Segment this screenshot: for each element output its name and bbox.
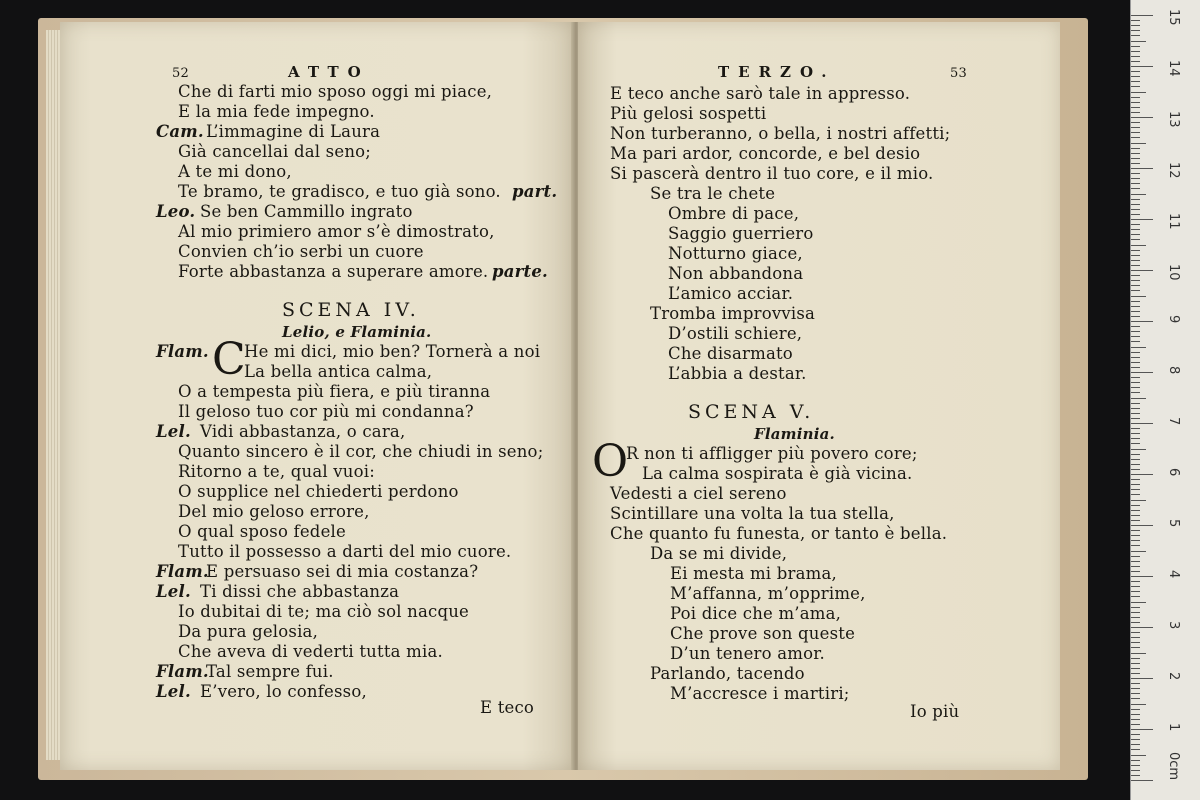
ruler-tick — [1131, 112, 1140, 113]
ruler-tick — [1131, 627, 1153, 628]
ruler-tick — [1131, 724, 1140, 725]
verse-line: D’un tenero amor. — [670, 644, 825, 663]
ruler-tick — [1131, 183, 1140, 184]
ruler-tick — [1131, 41, 1146, 42]
ruler-tick — [1131, 642, 1140, 643]
verse-line: Che aveva di vederti tutta mia. — [178, 642, 443, 661]
ruler-tick — [1131, 739, 1140, 740]
speaker-label: Cam. — [156, 122, 204, 141]
ruler-tick — [1131, 474, 1153, 475]
scene-title: SCENA IV. — [282, 299, 420, 321]
ruler-tick — [1131, 132, 1140, 133]
verse-line: Ombre di pace, — [668, 204, 800, 223]
verse-line: Da pura gelosia, — [178, 622, 319, 641]
ruler-tick — [1131, 219, 1153, 220]
ruler-tick — [1131, 280, 1140, 281]
verse-line: Più gelosi sospetti — [610, 104, 767, 123]
ruler-tick — [1131, 683, 1140, 684]
ruler-tick — [1131, 301, 1140, 302]
verse-line: Da se mi divide, — [650, 544, 788, 563]
verse-line: Che quanto fu funesta, or tanto è bella. — [610, 524, 948, 543]
verse-line: Ma pari ardor, concorde, e bel desio — [610, 144, 921, 163]
ruler-number: 4 — [1166, 570, 1181, 579]
ruler-number: 11 — [1166, 213, 1181, 230]
ruler-tick — [1131, 678, 1153, 679]
ruler-tick — [1131, 454, 1140, 455]
ruler-tick — [1131, 749, 1140, 750]
ruler-tick — [1131, 35, 1140, 36]
drop-cap: C — [212, 334, 246, 385]
ruler-tick — [1131, 143, 1146, 144]
ruler-tick — [1131, 780, 1153, 781]
ruler-tick — [1131, 270, 1153, 271]
verse-line: L’immagine di Laura — [206, 122, 381, 141]
ruler-tick — [1131, 173, 1140, 174]
catchword: Io più — [910, 702, 960, 721]
ruler-number: 13 — [1166, 111, 1181, 128]
ruler-tick — [1131, 168, 1153, 169]
ruler-tick — [1131, 714, 1140, 715]
verse-line: Tromba improvvisa — [650, 304, 816, 323]
ruler-number: 12 — [1166, 162, 1181, 179]
verse-line: Vidi abbastanza, o cara, — [200, 422, 406, 441]
ruler-tick — [1131, 66, 1153, 67]
verse-line: Tutto il possesso a darti del mio cuore. — [178, 542, 512, 561]
ruler-tick — [1131, 668, 1140, 669]
ruler-tick — [1131, 51, 1140, 52]
verse-line: O supplice nel chiederti perdono — [178, 482, 459, 501]
ruler-tick — [1131, 296, 1146, 297]
ruler-tick — [1131, 403, 1140, 404]
ruler-tick — [1131, 596, 1140, 597]
ruler-tick — [1131, 479, 1140, 480]
ruler-tick — [1131, 336, 1140, 337]
ruler-tick — [1131, 387, 1140, 388]
verse-line: Che prove son queste — [670, 624, 856, 643]
ruler-tick — [1131, 326, 1140, 327]
ruler-tick — [1131, 658, 1140, 659]
ruler-tick — [1131, 663, 1140, 664]
ruler-tick — [1131, 433, 1140, 434]
ruler-tick — [1131, 158, 1140, 159]
verse-line: Convien ch’io serbi un cuore — [178, 242, 424, 261]
verse-line: Se tra le chete — [650, 184, 776, 203]
ruler-tick — [1131, 372, 1153, 373]
ruler-tick — [1131, 127, 1140, 128]
verse-line: M’affanna, m’opprime, — [670, 584, 866, 603]
ruler-tick — [1131, 428, 1140, 429]
ruler-tick — [1131, 540, 1140, 541]
ruler-tick — [1131, 255, 1140, 256]
speaker-label: Leo. — [156, 202, 196, 221]
verse-line: A te mi dono, — [178, 162, 292, 181]
ruler-tick — [1131, 362, 1140, 363]
ruler-tick — [1131, 617, 1140, 618]
ruler-tick — [1131, 693, 1140, 694]
verse-line: Notturno giace, — [668, 244, 803, 263]
ruler-tick — [1131, 30, 1140, 31]
ruler-tick — [1131, 194, 1146, 195]
ruler-tick — [1131, 56, 1140, 57]
verse-line: Non abbandona — [668, 264, 804, 283]
ruler-tick — [1131, 775, 1140, 776]
ruler-tick — [1131, 20, 1140, 21]
ruler-tick — [1131, 765, 1140, 766]
ruler-tick — [1131, 285, 1140, 286]
ruler-tick — [1131, 234, 1140, 235]
ruler-tick — [1131, 571, 1140, 572]
ruler-tick — [1131, 545, 1140, 546]
ruler-tick — [1131, 148, 1140, 149]
ruler-number: 9 — [1166, 315, 1181, 324]
ruler-tick — [1131, 505, 1140, 506]
speaker-label: Lel. — [156, 422, 191, 441]
ruler-tick — [1131, 443, 1140, 444]
verse-line: Al mio primiero amor s’è dimostrato, — [178, 222, 495, 241]
verse-line: Tal sempre fui. — [206, 662, 334, 681]
ruler-tick — [1131, 576, 1153, 577]
ruler-tick — [1131, 290, 1140, 291]
ruler-tick — [1131, 581, 1140, 582]
ruler-tick — [1131, 102, 1140, 103]
ruler-tick — [1131, 199, 1140, 200]
ruler-tick — [1131, 423, 1153, 424]
verse-line: E persuaso sei di mia costanza? — [206, 562, 479, 581]
verse-line: Forte abbastanza a superare amore. — [178, 262, 489, 281]
ruler-tick — [1131, 561, 1140, 562]
verse-line: E la mia fede impegno. — [178, 102, 375, 121]
ruler-tick — [1131, 709, 1140, 710]
verse-line: Io dubitai di te; ma ciò sol nacque — [178, 602, 470, 621]
ruler-tick — [1131, 734, 1140, 735]
ruler-tick — [1131, 408, 1140, 409]
ruler-tick — [1131, 464, 1140, 465]
ruler-tick — [1131, 744, 1140, 745]
ruler-tick — [1131, 653, 1146, 654]
ruler-tick — [1131, 770, 1140, 771]
verse-line: M’accresce i martiri; — [670, 684, 850, 703]
ruler-tick — [1131, 321, 1153, 322]
ruler-tick — [1131, 352, 1140, 353]
ruler-tick — [1131, 591, 1140, 592]
verse-line: O a tempesta più fiera, e più tiranna — [178, 382, 491, 401]
ruler-tick — [1131, 92, 1146, 93]
ruler-tick — [1131, 15, 1153, 16]
verse-line: Te bramo, te gradisco, e tuo già sono. — [178, 182, 501, 201]
ruler-tick — [1131, 153, 1140, 154]
ruler-tick — [1131, 484, 1140, 485]
ruler-tick — [1131, 382, 1140, 383]
verse-line: He mi dici, mio ben? Tornerà a noi — [244, 342, 541, 361]
ruler-tick — [1131, 637, 1140, 638]
ruler-tick — [1131, 535, 1140, 536]
ruler-tick — [1131, 81, 1140, 82]
ruler-tick — [1131, 392, 1140, 393]
ruler-tick — [1131, 602, 1146, 603]
stage-direction: part. — [512, 182, 558, 201]
ruler-tick — [1131, 229, 1140, 230]
ruler-tick — [1131, 224, 1140, 225]
ruler-tick — [1131, 265, 1140, 266]
scene-characters: Lelio, e Flaminia. — [282, 323, 432, 341]
verse-line: Scintillare una volta la tua stella, — [610, 504, 895, 523]
ruler-tick — [1131, 525, 1153, 526]
ruler-tick — [1131, 316, 1140, 317]
ruler-tick — [1131, 729, 1153, 730]
ruler-tick — [1131, 178, 1140, 179]
ruler-number: 5 — [1166, 519, 1181, 528]
ruler-tick — [1131, 469, 1140, 470]
verse-line: Vedesti a ciel sereno — [610, 484, 787, 503]
ruler-tick — [1131, 586, 1140, 587]
ruler-tick — [1131, 489, 1140, 490]
ruler-tick — [1131, 137, 1140, 138]
ruler-tick — [1131, 647, 1140, 648]
ruler-tick — [1131, 698, 1140, 699]
verse-line: Non turberanno, o bella, i nostri affetti; — [610, 124, 951, 143]
ruler-tick — [1131, 25, 1140, 26]
verse-line: Poi dice che m’ama, — [670, 604, 842, 623]
ruler-tick — [1131, 459, 1140, 460]
verse-line: E’vero, lo confesso, — [200, 682, 367, 701]
ruler-tick — [1131, 260, 1140, 261]
ruler-tick — [1131, 632, 1140, 633]
ruler-tick — [1131, 530, 1140, 531]
ruler-tick — [1131, 245, 1146, 246]
stage-direction: parte. — [492, 262, 548, 281]
ruler-tick — [1131, 418, 1140, 419]
ruler-tick — [1131, 306, 1140, 307]
verse-line: Se ben Cammillo ingrato — [200, 202, 413, 221]
ruler-tick — [1131, 76, 1140, 77]
verse-line: Già cancellai dal seno; — [178, 142, 372, 161]
ruler-tick — [1131, 449, 1146, 450]
ruler-number: 3 — [1166, 621, 1181, 630]
page-number: 53 — [950, 66, 967, 81]
ruler-tick — [1131, 188, 1140, 189]
verse-line: Ei mesta mi brama, — [670, 564, 837, 583]
ruler-tick — [1131, 117, 1153, 118]
verse-line: Ritorno a te, qual vuoi: — [178, 462, 375, 481]
ruler-tick — [1131, 719, 1140, 720]
ruler-tick — [1131, 204, 1140, 205]
speaker-label: Flam. — [156, 662, 209, 681]
verse-line: Il geloso tuo cor più mi condanna? — [178, 402, 474, 421]
ruler-tick — [1131, 612, 1140, 613]
ruler-tick — [1131, 250, 1140, 251]
verse-line: Si pascerà dentro il tuo core, e il mio. — [610, 164, 934, 183]
verse-line: Ti dissi che abbastanza — [200, 582, 400, 601]
ruler-tick — [1131, 688, 1140, 689]
ruler-tick — [1131, 311, 1140, 312]
ruler-number: 10 — [1166, 264, 1181, 281]
page-number: 52 — [172, 66, 189, 81]
verse-line: La calma sospirata è già vicina. — [642, 464, 913, 483]
ruler-number: 6 — [1166, 468, 1181, 477]
ruler-number: 15 — [1166, 9, 1181, 26]
verse-line: Che disarmato — [668, 344, 793, 363]
ruler-tick — [1131, 163, 1140, 164]
measurement-ruler — [1130, 0, 1200, 800]
verse-line: Che di farti mio sposo oggi mi piace, — [178, 82, 493, 101]
verse-line: L’abbia a destar. — [668, 364, 807, 383]
verse-line: Del mio geloso errore, — [178, 502, 370, 521]
running-head: TERZO. — [718, 63, 836, 81]
ruler-tick — [1131, 61, 1140, 62]
speaker-label: Lel. — [156, 682, 191, 701]
ruler-tick — [1131, 622, 1140, 623]
ruler-tick — [1131, 704, 1146, 705]
ruler-number: 7 — [1166, 417, 1181, 426]
running-head: ATTO — [288, 63, 370, 81]
speaker-label: Flam. — [156, 342, 209, 361]
ruler-tick — [1131, 673, 1140, 674]
ruler-tick — [1131, 357, 1140, 358]
ruler-tick — [1131, 398, 1146, 399]
ruler-tick — [1131, 556, 1140, 557]
ruler-number: 1 — [1166, 723, 1181, 732]
ruler-tick — [1131, 214, 1140, 215]
ruler-tick — [1131, 46, 1140, 47]
ruler-unit-label: 0cm — [1166, 752, 1181, 781]
ruler-tick — [1131, 510, 1140, 511]
ruler-tick — [1131, 347, 1146, 348]
ruler-tick — [1131, 367, 1140, 368]
ruler-tick — [1131, 377, 1140, 378]
verse-line: O qual sposo fedele — [178, 522, 346, 541]
scene-characters: Flaminia. — [754, 425, 835, 443]
ruler-tick — [1131, 607, 1140, 608]
ruler-tick — [1131, 209, 1140, 210]
ruler-tick — [1131, 494, 1140, 495]
ruler-tick — [1131, 566, 1140, 567]
verse-line: L’amico acciar. — [668, 284, 794, 303]
ruler-tick — [1131, 413, 1140, 414]
ruler-tick — [1131, 438, 1140, 439]
speaker-label: Flam. — [156, 562, 209, 581]
verse-line: E teco anche sarò tale in appresso. — [610, 84, 911, 103]
right-page — [578, 22, 1060, 770]
left-page — [60, 22, 574, 770]
ruler-tick — [1131, 71, 1140, 72]
ruler-tick — [1131, 515, 1140, 516]
ruler-tick — [1131, 107, 1140, 108]
ruler-tick — [1131, 551, 1146, 552]
verse-line: Parlando, tacendo — [650, 664, 805, 683]
ruler-tick — [1131, 755, 1146, 756]
ruler-tick — [1131, 122, 1140, 123]
scene-title: SCENA V. — [688, 401, 815, 423]
ruler-tick — [1131, 239, 1140, 240]
verse-line: La bella antica calma, — [244, 362, 433, 381]
ruler-tick — [1131, 760, 1140, 761]
speaker-label: Lel. — [156, 582, 191, 601]
ruler-number: 2 — [1166, 672, 1181, 681]
ruler-tick — [1131, 275, 1140, 276]
verse-line: R non ti affligger più povero core; — [626, 444, 918, 463]
ruler-tick — [1131, 86, 1140, 87]
ruler-tick — [1131, 341, 1140, 342]
ruler-tick — [1131, 97, 1140, 98]
verse-line: Quanto sincero è il cor, che chiudi in seno; — [178, 442, 544, 461]
verse-line: Saggio guerriero — [668, 224, 814, 243]
verse-line: D’ostili schiere, — [668, 324, 803, 343]
catchword: E teco — [480, 698, 535, 717]
ruler-number: 8 — [1166, 366, 1181, 375]
ruler-tick — [1131, 500, 1146, 501]
ruler-tick — [1131, 520, 1140, 521]
ruler-number: 14 — [1166, 60, 1181, 77]
ruler-tick — [1131, 331, 1140, 332]
drop-cap: O — [592, 436, 629, 487]
